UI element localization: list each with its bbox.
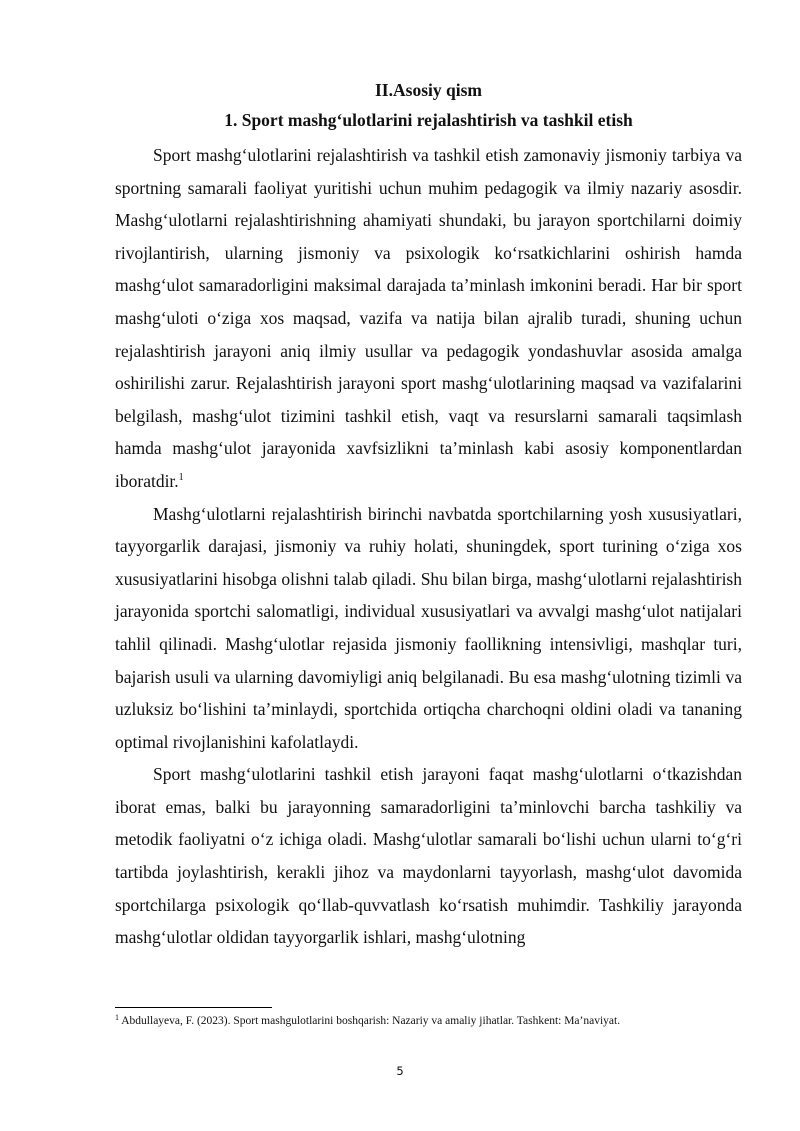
- subsection-title: 1. Sport mashg‘ulotlarini rejalashtirish va tashkil etish: [224, 110, 633, 130]
- section-title: II.Asosiy qism: [375, 80, 482, 100]
- paragraph: [115, 758, 742, 954]
- footnote: [115, 1014, 755, 1029]
- footnote-marker: 1: [115, 1013, 119, 1022]
- paragraph-text: Sport mashg‘ulotlarini tashkil etish jarayoni faqat mashg‘ulotlarni o‘tkazishdan iborat emas, balki bu jarayonning samaradorligini ta’minlovchi barcha tashkiliy va metodik faoliyatni o‘z ichiga oladi. Mashg‘ulotlar samarali bo‘lishi uchun ularni to‘g‘ri tartibda joylashtirish, kerakli jihoz va maydonlarni tayyorlash, mashg‘ulot davomida sportchilarga psixologik qo‘llab-quvvatlash ko‘rsatish muhimdir. Tashkiliy jarayonda mashg‘ulotlar oldidan tayyorgarlik ishlari, mashg‘ulotning: [115, 764, 742, 948]
- footnote-separator: [115, 1007, 272, 1008]
- paragraph-text: Mashg‘ulotlarni rejalashtirish birinchi navbatda sportchilarning yosh xususiyatlari, tayyorgarlik darajasi, jismoniy va ruhiy holati, shuningdek, sport turining o‘ziga xos xususiyatlarini hisobga olishni talab qiladi. Shu bilan birga, mashg‘ulotlarni rejalashtirish jarayonida sportchi salomatligi, individual xususiyatlari va avvalgi mashg‘ulot natijalari tahlil qilinadi. Mashg‘ulotlar rejasida jismoniy faollikning intensivligi, mashqlar turi, bajarish usuli va ularning davomiyligi aniq belgilanadi. Bu esa mashg‘ulotning tizimli va uzluksiz bo‘lishini ta’minlaydi, sportchida ortiqcha charchoqni oldini oladi va tananing optimal rivojlanishini kafolatlaydi.: [115, 503, 742, 752]
- body-text: [115, 139, 742, 954]
- paragraph-text: Sport mashg‘ulotlarini rejalashtirish va tashkil etish zamonaviy jismoniy tarbiya va sportning samarali faoliyat yuritishi uchun muhim pedagogik va ilmiy nazariy asosdir. Mashg‘ulotlarni rejalashtirishning ahamiyati shundaki, bu jarayon sportchilarni doimiy rivojlantirish, ularning jismoniy va psixologik ko‘rsatkichlarini oshirish hamda mashg‘ulot samaradorligini maksimal darajada ta’minlash imkonini beradi. Har bir sport mashg‘uloti o‘ziga xos maqsad, vazifa va natija bilan ajralib turadi, shuning uchun rejalashtirish jarayoni aniq ilmiy usullar va pedagogik yondashuvlar asosida amalga oshirilishi zarur. Rejalashtirish jarayoni sport mashg‘ulotlarining maqsad va vazifalarini belgilash, mashg‘ulot tizimini tashkil etish, vaqt va resurslarni samarali taqsimlash hamda mashg‘ulot jarayonida xavfsizlikni ta’minlash kabi asosiy komponentlardan iboratdir.: [115, 145, 742, 491]
- footnote-text: Abdullayeva, F. (2023). Sport mashgulotlarini boshqarish: Nazariy va amaliy jihatlar. Tashkent: Ma’naviyat.: [121, 1015, 621, 1027]
- paragraph: [115, 139, 742, 498]
- paragraph: [115, 498, 742, 759]
- page-number: 5: [396, 1064, 404, 1078]
- footnote-reference[interactable]: 1: [178, 471, 184, 483]
